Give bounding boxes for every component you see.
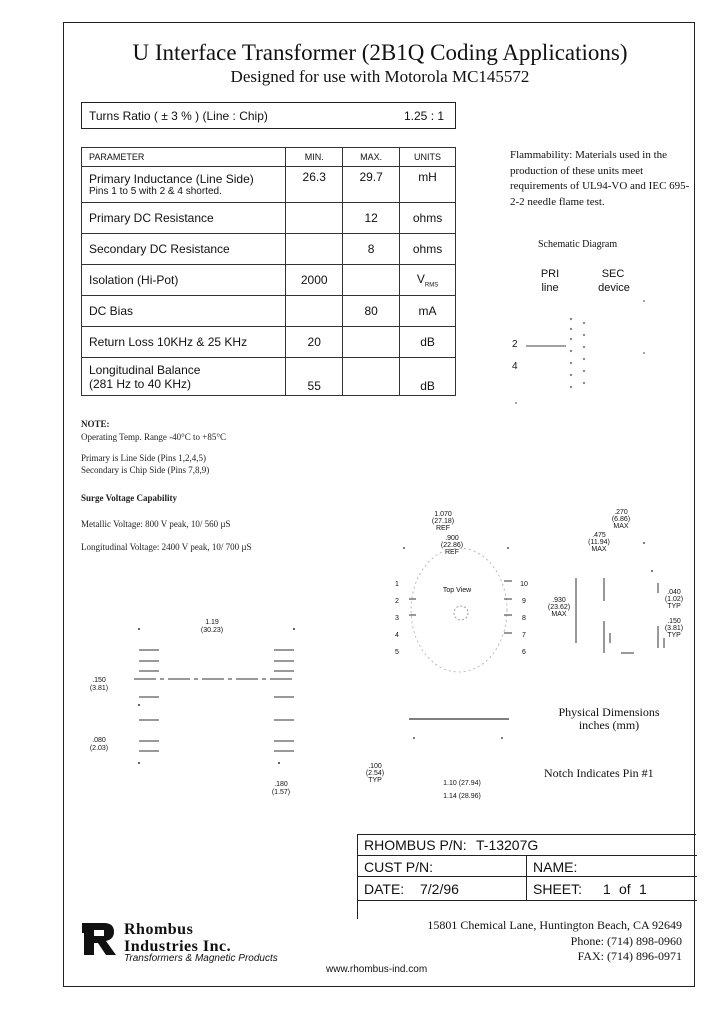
- side-view-drawing: [564, 523, 674, 673]
- param-name: Primary Inductance (Line Side): [89, 172, 254, 186]
- dim-d8-note: TYP: [368, 777, 382, 784]
- dim-pitch: .150: [92, 677, 106, 684]
- dim-d6-mm: (1.02): [664, 596, 684, 603]
- rhombus-logo-icon: [80, 921, 120, 957]
- top-view-label: Top View: [442, 587, 472, 594]
- page-title: U Interface Transformer (2B1Q Coding Applications): [132, 40, 628, 65]
- pins-right: 10 9 8 7 6: [520, 581, 528, 656]
- company-name-line2: Industries Inc.: [124, 938, 232, 955]
- dim-lead-width-mm: (1.57): [271, 789, 291, 796]
- company-name-line1: Rhombus: [124, 921, 194, 938]
- param-cell: DC Bias: [82, 296, 286, 327]
- units-cell: ohms: [400, 234, 456, 265]
- date-label: DATE:: [364, 881, 405, 897]
- rhombus-pn-row: [358, 835, 697, 856]
- units-cell: mH: [400, 167, 456, 203]
- max-cell: 12: [343, 203, 400, 234]
- company-website[interactable]: www.rhombus-ind.com: [326, 964, 428, 975]
- dim-d6-note: TYP: [667, 603, 681, 610]
- note-primary: Primary is Line Side (Pins 1,2,4,5): [81, 453, 206, 463]
- param-cell: Return Loss 10KHz & 25 KHz: [82, 327, 286, 358]
- dim-d2-mm: (22.86): [440, 542, 464, 549]
- pri-sub-label: line: [541, 282, 559, 294]
- dim-d2-note: REF: [445, 549, 459, 556]
- param-cell: Secondary DC Resistance: [82, 234, 286, 265]
- min-cell: 26.3: [286, 167, 343, 203]
- sheet-of: of: [619, 881, 631, 897]
- dim-d5: .930: [552, 597, 566, 604]
- flammability-note: Flammability: Materials used in the production of these units meet requirements of UL94-VO and IEC 695-2-2 needle flame test.: [510, 149, 690, 208]
- table-row: [82, 296, 456, 327]
- param-cell: [82, 358, 286, 396]
- company-tagline: Transformers & Magnetic Products: [124, 953, 278, 964]
- dim-d7-mm: (3.81): [664, 625, 684, 632]
- units-cell: dB: [400, 327, 456, 358]
- dim-d9: 1.10 (27.94): [443, 780, 481, 787]
- table-row: [82, 358, 456, 396]
- cust-pn-row: [358, 856, 697, 877]
- col-header-min: MIN.: [286, 148, 343, 167]
- dim-d10: 1.14 (28.96): [443, 793, 481, 800]
- table-row: [82, 203, 456, 234]
- spec-table-header: [82, 148, 456, 167]
- dim-d6: .040: [667, 589, 681, 596]
- company-address: 15801 Chemical Lane, Huntington Beach, CA 92649: [427, 918, 682, 932]
- table-row: [82, 234, 456, 265]
- dim-d5-note: MAX: [551, 611, 567, 618]
- sheet-label: SHEET:: [533, 881, 583, 897]
- units-rms: RMS: [424, 282, 439, 289]
- notch-note: Notch Indicates Pin #1: [544, 766, 654, 780]
- rhombus-pn-value: T-13207G: [476, 837, 539, 853]
- sec-label: SEC: [601, 268, 625, 280]
- surge-heading: Surge Voltage Capability: [81, 493, 178, 503]
- dim-d4-note: MAX: [591, 546, 607, 553]
- company-phone: Phone: (714) 898-0960: [570, 933, 682, 948]
- units-cell: ohms: [400, 203, 456, 234]
- name-label: NAME:: [533, 859, 578, 875]
- dim-d3-mm: (6.86): [611, 516, 631, 523]
- datasheet-page: [63, 22, 695, 987]
- dim-lead-width: .180: [274, 781, 288, 788]
- min-cell: 20: [286, 327, 343, 358]
- param-cell: Primary DC Resistance: [82, 203, 286, 234]
- note-secondary: Secondary is Chip Side (Pins 7,8,9): [81, 465, 210, 475]
- company-contact: [427, 918, 682, 965]
- units-cell: mA: [400, 296, 456, 327]
- date-row: [358, 877, 697, 901]
- schematic-diagram: [504, 293, 664, 413]
- pri-label: PRI: [540, 268, 560, 280]
- dim-d1-mm: (27.18): [431, 518, 455, 525]
- spec-table: [81, 147, 456, 396]
- table-row: [82, 167, 456, 203]
- max-cell: 8: [343, 234, 400, 265]
- col-header-units: UNITS: [400, 148, 456, 167]
- units-v: V: [416, 271, 425, 286]
- dim-width: 1.19: [205, 619, 219, 626]
- param-name: Longitudinal Balance: [89, 362, 201, 377]
- dim-pitch-mm: (3.81): [89, 685, 109, 692]
- min-cell: 55: [286, 358, 343, 396]
- dim-d8-mm: (2.54): [365, 770, 385, 777]
- col-header-max: MAX.: [343, 148, 400, 167]
- units-cell: dB: [400, 358, 456, 396]
- part-box-divider: [526, 856, 527, 901]
- col-header-parameter: PARAMETER: [82, 148, 286, 167]
- schematic-title: Schematic Diagram: [538, 239, 618, 250]
- min-cell: [286, 296, 343, 327]
- units-cell: [400, 265, 456, 296]
- top-view-drawing: [384, 523, 534, 743]
- note-operating-temp: Operating Temp. Range -40°C to +85°C: [81, 432, 226, 442]
- dimensions-caption: Physical Dimensions: [558, 705, 660, 719]
- company-fax: FAX: (714) 896-0971: [577, 949, 682, 963]
- max-cell: 80: [343, 296, 400, 327]
- sheet-value: 1: [603, 881, 611, 897]
- company-name: [124, 921, 231, 955]
- notes-heading: NOTE:: [81, 419, 110, 429]
- longitudinal-voltage: Longitudinal Voltage: 2400 V peak, 10/ 700 µS: [81, 542, 252, 552]
- dim-d1-note: REF: [436, 525, 450, 532]
- dimensions-units: inches (mm): [578, 718, 640, 732]
- param-note: Pins 1 to 5 with 2 & 4 shorted.: [89, 186, 222, 197]
- part-number-box: [357, 834, 696, 919]
- dim-d3: .270: [614, 509, 628, 516]
- dim-d7: .150: [667, 618, 681, 625]
- dim-lead-mm: (2.03): [89, 745, 109, 752]
- schematic-pin-2: 2: [512, 339, 518, 350]
- sec-sub-label: device: [598, 282, 630, 294]
- max-cell: [343, 358, 400, 396]
- min-cell: [286, 234, 343, 265]
- pins-left: 1 2 3 4 5: [395, 581, 399, 656]
- max-cell: 29.7: [343, 167, 400, 203]
- turns-ratio-box: [81, 102, 456, 129]
- dim-d4: .475: [592, 532, 606, 539]
- dim-d1: 1.070: [434, 511, 452, 518]
- metallic-voltage: Metallic Voltage: 800 V peak, 10/ 560 µS: [81, 519, 231, 529]
- table-row: [82, 327, 456, 358]
- dim-d4-mm: (11.94): [588, 539, 610, 546]
- param-cell: Isolation (Hi-Pot): [82, 265, 286, 296]
- max-cell: [343, 327, 400, 358]
- turns-ratio-label: Turns Ratio ( ± 3 % ) (Line : Chip): [89, 109, 268, 123]
- dim-lead: .080: [92, 737, 106, 744]
- dim-d7-note: TYP: [667, 632, 681, 639]
- turns-ratio-value: 1.25 : 1: [404, 109, 445, 123]
- sheet-total: 1: [639, 881, 647, 897]
- table-row: [82, 265, 456, 296]
- param-cell: [82, 167, 286, 203]
- min-cell: 2000: [286, 265, 343, 296]
- min-cell: [286, 203, 343, 234]
- rhombus-pn-label: RHOMBUS P/N:: [364, 837, 467, 853]
- cust-pn-label: CUST P/N:: [364, 859, 433, 875]
- schematic-pin-4: 4: [512, 361, 518, 372]
- dim-d3-note: MAX: [613, 523, 629, 530]
- page-subtitle: Designed for use with Motorola MC145572: [230, 67, 530, 86]
- dim-d8: .100: [368, 763, 382, 770]
- dim-d2: .900: [445, 535, 459, 542]
- max-cell: [343, 265, 400, 296]
- dim-d5-mm: (23.62): [547, 604, 571, 611]
- lead-dimension-drawing: [114, 623, 314, 783]
- dim-width-mm: (30.23): [200, 627, 224, 634]
- date-value: 7/2/96: [420, 881, 459, 897]
- param-note: (281 Hz to 40 KHz): [89, 376, 192, 391]
